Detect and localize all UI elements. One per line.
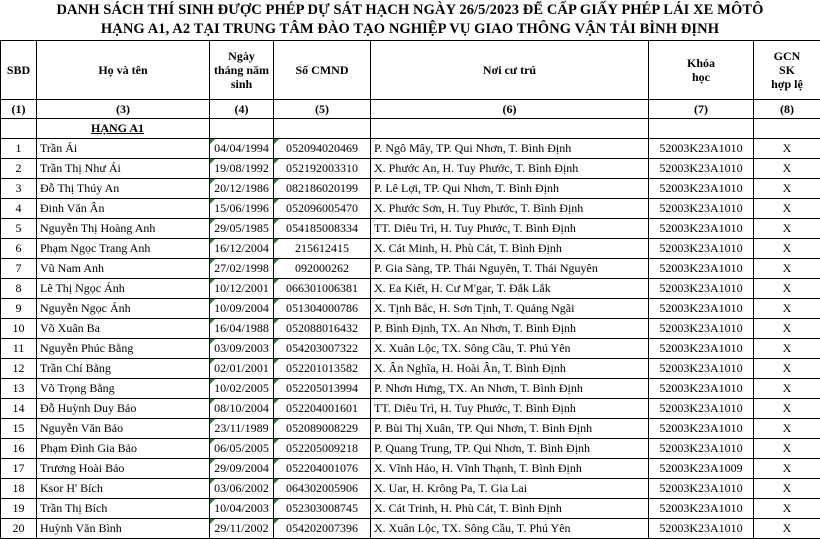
cell-course: 52003K23A1010 [649,359,754,379]
cell-course: 52003K23A1010 [649,319,754,339]
table-row [1,259,820,279]
cell-sbd: 3 [1,179,37,199]
cell-gcn: X [754,339,820,359]
cell-gcn: X [754,199,820,219]
section-row [1,119,820,139]
cell-gcn: X [754,519,820,539]
cell-name: Đinh Văn Ân [37,199,210,219]
cell-dob: 27/02/1998 [210,259,274,279]
cell-address: X. Tịnh Bắc, H. Sơn Tịnh, T. Quảng Ngãi [371,299,649,319]
cell-id: 052088016432 [274,319,371,339]
cell-name: Đỗ Huỳnh Duy Bảo [37,399,210,419]
table-row [1,219,820,239]
cell-name: Nguyễn Ngọc Ánh [37,299,210,319]
index-8: (8) [754,100,820,119]
cell-name: Trần Thị Như Ái [37,159,210,179]
cell-address: X. Ân Nghĩa, H. Hoài Ân, T. Bình Định [371,359,649,379]
cell-gcn: X [754,419,820,439]
cell-dob: 15/06/1996 [210,199,274,219]
cell-address: X. Xuân Lộc, TX. Sông Cầu, T. Phú Yên [371,339,649,359]
cell-dob: 20/12/1986 [210,179,274,199]
header-address: Nơi cư trú [371,41,649,100]
cell-address: P. Bùi Thị Xuân, TP. Qui Nhơn, T. Bình Định [371,419,649,439]
cell-id: 092000262 [274,259,371,279]
cell-gcn: X [754,439,820,459]
cell-gcn: X [754,179,820,199]
cell-name: Nguyễn Phúc Bằng [37,339,210,359]
cell-dob: 19/08/1992 [210,159,274,179]
index-1: (1) [1,100,37,119]
cell-name: Võ Xuân Ba [37,319,210,339]
cell-sbd: 12 [1,359,37,379]
cell-address: X. Xuân Lộc, TX. Sông Cầu, T. Phú Yên [371,519,649,539]
header-row [1,41,820,100]
cell-dob: 06/05/2005 [210,439,274,459]
table-row [1,399,820,419]
cell-gcn: X [754,459,820,479]
cell-course: 52003K23A1010 [649,479,754,499]
cell-name: Nguyễn Thị Hoàng Anh [37,219,210,239]
cell-sbd: 8 [1,279,37,299]
cell-address: X. Cát Minh, H. Phù Cát, T. Bình Định [371,239,649,259]
cell-id: 052204001076 [274,459,371,479]
cell-address: X. Vĩnh Hảo, H. Vĩnh Thạnh, T. Bình Định [371,459,649,479]
cell-course: 52003K23A1010 [649,239,754,259]
cell-id: 052192003310 [274,159,371,179]
cell-gcn: X [754,379,820,399]
cell-dob: 29/09/2004 [210,459,274,479]
table-row [1,459,820,479]
cell-address: X. Phước An, H. Tuy Phước, T. Bình Định [371,159,649,179]
cell-name: Trương Hoài Bảo [37,459,210,479]
cell-sbd: 19 [1,499,37,519]
cell-id: 082186020199 [274,179,371,199]
cell-dob: 10/09/2004 [210,299,274,319]
cell-course: 52003K23A1010 [649,279,754,299]
cell-sbd: 15 [1,419,37,439]
cell-name: Đỗ Thị Thúy An [37,179,210,199]
cell-course: 52003K23A1010 [649,419,754,439]
table-row [1,139,820,159]
cell-dob: 29/11/2002 [210,519,274,539]
cell-sbd: 17 [1,459,37,479]
cell-gcn: X [754,219,820,239]
cell-sbd: 2 [1,159,37,179]
cell-name: Võ Trọng Bằng [37,379,210,399]
cell-address: P. Lê Lợi, TP. Qui Nhơn, T. Bình Định [371,179,649,199]
cell-course: 52003K23A1010 [649,139,754,159]
cell-id: 064302005906 [274,479,371,499]
cell-gcn: X [754,299,820,319]
cell-address: P. Gia Sàng, TP. Thái Nguyên, T. Thái Nguyên [371,259,649,279]
cell-dob: 10/02/2005 [210,379,274,399]
cell-sbd: 5 [1,219,37,239]
cell-address: P. Nhơn Hưng, TX. An Nhơn, T. Bình Định [371,379,649,399]
cell-course: 52003K23A1010 [649,219,754,239]
cell-dob: 23/11/1989 [210,419,274,439]
cell-address: TT. Diêu Trì, H. Tuy Phước, T. Bình Định [371,399,649,419]
cell-sbd: 1 [1,139,37,159]
cell-id: 052096005470 [274,199,371,219]
cell-gcn: X [754,159,820,179]
cell-name: Lê Thị Ngọc Ánh [37,279,210,299]
cell-course: 52003K23A1010 [649,399,754,419]
cell-course: 52003K23A1010 [649,299,754,319]
cell-sbd: 7 [1,259,37,279]
cell-course: 52003K23A1010 [649,379,754,399]
cell-id: 051304000786 [274,299,371,319]
cell-dob: 16/04/1988 [210,319,274,339]
cell-course: 52003K23A1010 [649,499,754,519]
cell-name: Ksor H' Bích [37,479,210,499]
cell-gcn: X [754,319,820,339]
cell-address: P. Ngô Mây, TP. Qui Nhơn, T. Bình Định [371,139,649,159]
cell-sbd: 20 [1,519,37,539]
title-line-1: DANH SÁCH THÍ SINH ĐƯỢC PHÉP DỰ SÁT HẠCH NGÀY 26/5/2023 ĐỂ CẤP GIẤY PHÉP LÁI XE MÔTÔ [0,0,820,19]
cell-course: 52003K23A1010 [649,339,754,359]
cell-course: 52003K23A1010 [649,159,754,179]
cell-sbd: 6 [1,239,37,259]
header-id: Số CMND [274,41,371,100]
cell-address: X. Phước Sơn, H. Tuy Phước, T. Bình Định [371,199,649,219]
index-6: (6) [371,100,649,119]
cell-gcn: X [754,139,820,159]
index-4: (4) [210,100,274,119]
table-row [1,279,820,299]
cell-id: 052201013582 [274,359,371,379]
cell-dob: 03/06/2002 [210,479,274,499]
cell-sbd: 10 [1,319,37,339]
cell-gcn: X [754,359,820,379]
cell-gcn: X [754,259,820,279]
cell-gcn: X [754,499,820,519]
cell-course: 52003K23A1010 [649,199,754,219]
cell-id: 052094020469 [274,139,371,159]
candidate-table [0,40,820,539]
cell-course: 52003K23A1009 [649,459,754,479]
cell-course: 52003K23A1010 [649,259,754,279]
cell-sbd: 4 [1,199,37,219]
cell-id: 066301006381 [274,279,371,299]
header-sbd: SBD [1,41,37,100]
section-label: HẠNG A1 [37,119,210,139]
cell-dob: 08/10/2004 [210,399,274,419]
table-row [1,239,820,259]
cell-course: 52003K23A1010 [649,179,754,199]
table-row [1,479,820,499]
cell-gcn: X [754,399,820,419]
cell-sbd: 11 [1,339,37,359]
table-row [1,199,820,219]
cell-dob: 16/12/2004 [210,239,274,259]
cell-dob: 29/05/1985 [210,219,274,239]
table-row [1,339,820,359]
cell-gcn: X [754,279,820,299]
cell-address: P. Quang Trung, TP. Qui Nhơn, T. Bình Định [371,439,649,459]
document-title [0,0,820,38]
cell-sbd: 13 [1,379,37,399]
cell-gcn: X [754,479,820,499]
header-gcn: GCN SK hợp lệ [754,41,820,100]
table-row [1,319,820,339]
cell-id: 052204001601 [274,399,371,419]
table-row [1,359,820,379]
cell-dob: 10/04/2003 [210,499,274,519]
cell-id: 054185008334 [274,219,371,239]
table-row [1,499,820,519]
cell-dob: 10/12/2001 [210,279,274,299]
index-3: (3) [37,100,210,119]
cell-address: X. Uar, H. Krông Pa, T. Gia Lai [371,479,649,499]
cell-name: Phạm Ngọc Trang Anh [37,239,210,259]
cell-name: Trần Chí Bằng [37,359,210,379]
cell-id: 052205013994 [274,379,371,399]
cell-id: 052205009218 [274,439,371,459]
cell-dob: 03/09/2003 [210,339,274,359]
table-row [1,159,820,179]
cell-gcn: X [754,239,820,259]
cell-id: 054202007396 [274,519,371,539]
cell-sbd: 14 [1,399,37,419]
cell-course: 52003K23A1010 [649,439,754,459]
title-line-2: HẠNG A1, A2 TẠI TRUNG TÂM ĐÀO TẠO NGHIỆP VỤ GIAO THÔNG VẬN TẢI BÌNH ĐỊNH [0,19,820,38]
cell-sbd: 16 [1,439,37,459]
cell-dob: 02/01/2001 [210,359,274,379]
cell-id: 054203007322 [274,339,371,359]
table-row [1,419,820,439]
cell-address: X. Cát Trinh, H. Phù Cát, T. Bình Định [371,499,649,519]
index-5: (5) [274,100,371,119]
cell-name: Phạm Đình Gia Bảo [37,439,210,459]
cell-sbd: 18 [1,479,37,499]
cell-id: 215612415 [274,239,371,259]
cell-name: Trần Thị Bích [37,499,210,519]
cell-name: Vũ Nam Anh [37,259,210,279]
index-7: (7) [649,100,754,119]
cell-name: Huỳnh Văn Bình [37,519,210,539]
table-row [1,299,820,319]
cell-id: 052303008745 [274,499,371,519]
cell-address: X. Ea Kiết, H. Cư M'gar, T. Đắk Lắk [371,279,649,299]
header-name: Họ và tên [37,41,210,100]
table-row [1,179,820,199]
cell-address: P. Bình Định, TX. An Nhơn, T. Bình Định [371,319,649,339]
header-course: Khóa học [649,41,754,100]
cell-id: 052089008229 [274,419,371,439]
header-dob: Ngày tháng năm sinh [210,41,274,100]
cell-name: Nguyễn Văn Bảo [37,419,210,439]
cell-sbd: 9 [1,299,37,319]
table-row [1,439,820,459]
column-index-row [1,100,820,119]
cell-dob: 04/04/1994 [210,139,274,159]
cell-name: Trần Ái [37,139,210,159]
table-row [1,379,820,399]
cell-course: 52003K23A1010 [649,519,754,539]
cell-address: TT. Diêu Trì, H. Tuy Phước, T. Bình Định [371,219,649,239]
